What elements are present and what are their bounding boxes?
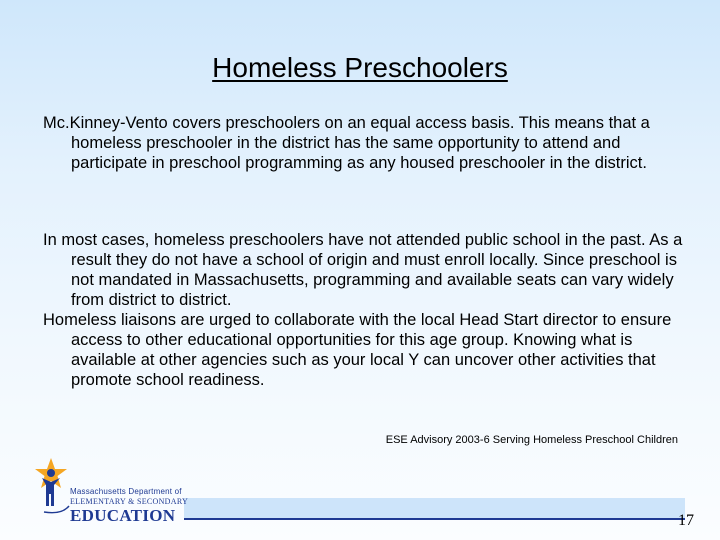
logo-line-1: Massachusetts Department of: [70, 487, 182, 496]
body-paragraph-2: [43, 230, 693, 390]
slide-title: Homeless Preschoolers: [212, 52, 508, 83]
footer-divider: [184, 518, 685, 520]
logo-line-3: EDUCATION: [70, 506, 176, 525]
body-paragraph-1: [43, 113, 693, 173]
logo-line-2: ELEMENTARY & SECONDARY: [70, 497, 189, 506]
paragraph-text: In most cases, homeless preschoolers have not attended public school in the past. As a result they do not have a school of origin and must enroll locally. Since preschool is not mandated in Massachusetts, programming and available seats can vary widely from district to district.: [43, 231, 683, 309]
logo: [70, 487, 188, 525]
citation: ESE Advisory 2003-6 Serving Homeless Preschool Children: [385, 434, 678, 446]
paragraph-text: Homeless liaisons are urged to collaborate with the local Head Start director to ensure access to other educational opportunities for this age group. Knowing what is available at other agencies such as your local Y can uncover other activities that promote school readiness.: [43, 311, 672, 389]
footer-bar: [184, 498, 685, 518]
page-number: 17: [678, 512, 694, 529]
paragraph-text: Mc.Kinney-Vento covers preschoolers on an equal access basis. This means that a homeless preschooler in the district has the same opportunity to attend and participate in preschool programming as any housed preschooler in the district.: [43, 114, 650, 172]
